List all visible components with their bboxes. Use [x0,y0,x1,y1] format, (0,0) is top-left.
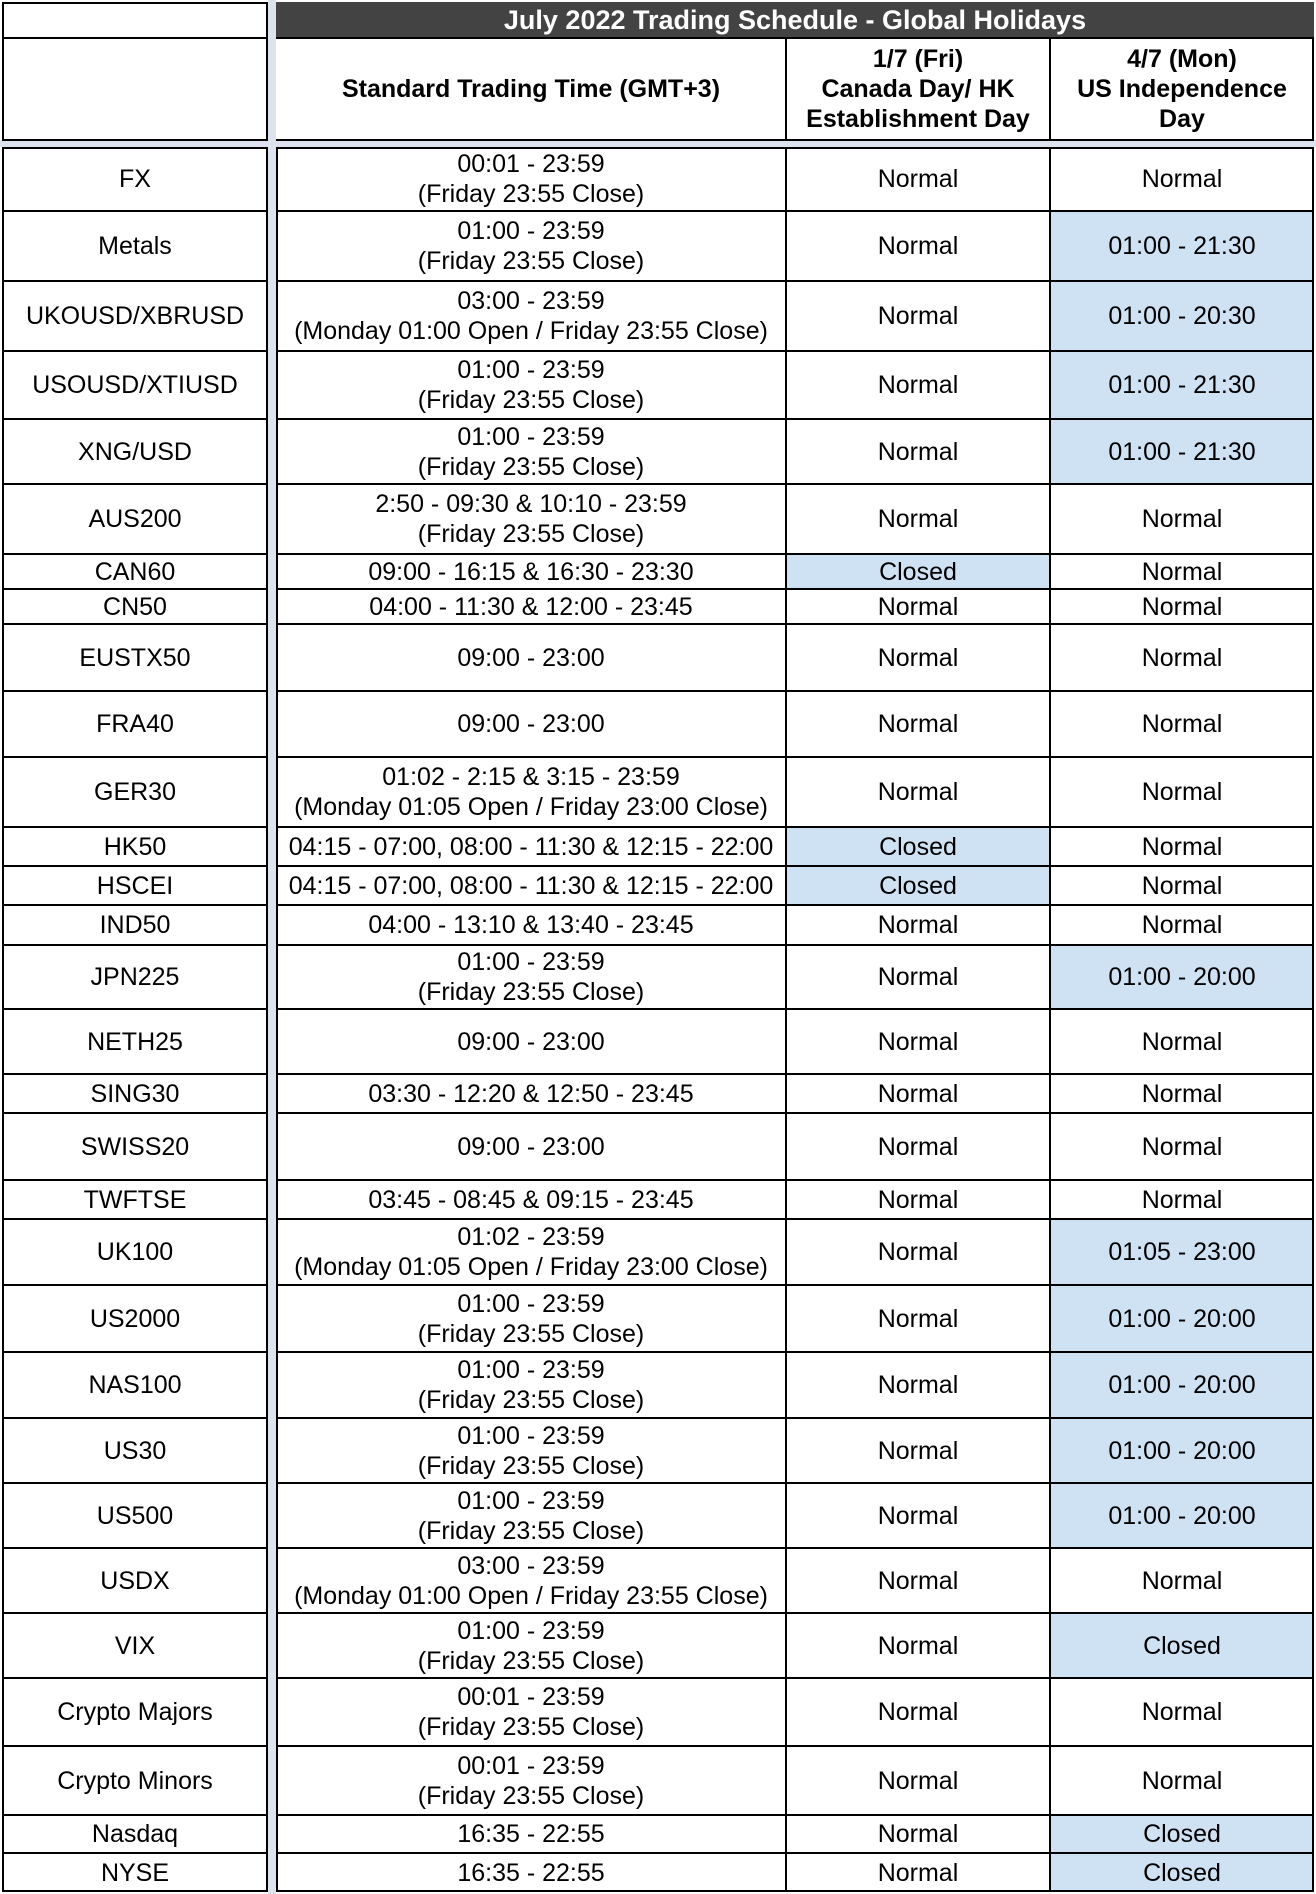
standard-time-cell: 01:00 - 23:59 (Friday 23:55 Close) [417,1289,645,1348]
instrument-cell: FRA40 [96,710,174,738]
instrument-cell: USDX [100,1566,170,1595]
grid-line [276,553,1314,555]
grid-line [276,904,1314,906]
grid-line [2,1351,268,1353]
day2-cell: Normal [1141,592,1223,621]
day1-cell: Normal [877,1766,959,1795]
day1-cell: Normal [877,1858,959,1887]
instrument-cell: NAS100 [88,1371,182,1399]
day1-cell: Normal [877,371,959,399]
grid-line [276,1351,1314,1353]
grid-line [276,147,1314,149]
grid-line [2,37,268,39]
grid-line [276,588,1314,590]
grid-line [2,623,268,625]
day2-cell: 01:00 - 20:00 [1050,1285,1314,1352]
grid-line [1312,38,1314,140]
grid-line [276,280,1314,282]
day2-cell: 01:00 - 20:00 [1050,945,1314,1009]
instrument-cell: Metals [98,232,172,260]
day2-cell: 01:00 - 21:30 [1050,419,1314,484]
grid-line [276,865,1314,867]
grid-line [2,1417,268,1419]
grid-line [276,690,1314,692]
standard-time-cell: 01:02 - 2:15 & 3:15 - 23:59 (Monday 01:05 Open / Friday 23:00 Close) [294,763,768,821]
grid-line [2,280,268,282]
day1-cell: Closed [786,866,1050,905]
grid-line [2,147,4,1892]
header-standard-time: Standard Trading Time (GMT+3) [341,75,721,103]
grid-line [276,1745,1314,1747]
instrument-cell: FX [119,165,151,193]
grid-line [276,1073,1314,1075]
instrument-cell: SWISS20 [80,1132,190,1161]
day2-cell: Normal [1141,557,1223,586]
grid-line [1049,38,1051,140]
day2-cell: 01:00 - 21:30 [1050,211,1314,281]
day2-cell: Normal [1141,1766,1223,1795]
day1-cell: Normal [877,1185,959,1214]
standard-time-cell: 03:00 - 23:59 (Monday 01:00 Open / Friday 23:55 Close) [294,1551,768,1610]
standard-time-cell: 01:00 - 23:59 (Friday 23:55 Close) [417,1486,645,1545]
grid-line [2,826,268,828]
grid-line [276,1482,1314,1484]
instrument-cell: AUS200 [88,505,182,533]
standard-time-cell: 01:00 - 23:59 (Friday 23:55 Close) [417,217,645,275]
grid-line [2,418,268,420]
day2-cell: 01:05 - 23:00 [1050,1219,1314,1285]
instrument-cell: Crypto Majors [57,1698,213,1726]
grid-line [2,1677,268,1679]
standard-time-cell: 16:35 - 22:55 [457,1820,605,1848]
grid-line [276,37,1314,39]
day1-cell: Normal [877,911,959,939]
grid-line [2,690,268,692]
grid-line [2,944,268,946]
standard-time-cell: 16:35 - 22:55 [457,1858,605,1887]
grid-line [2,350,268,352]
day1-cell: Normal [877,1238,959,1266]
grid-line [276,139,1314,141]
day1-cell: Normal [877,592,959,621]
standard-time-cell: 04:00 - 11:30 & 12:00 - 23:45 [369,592,693,621]
grid-line [276,1612,1314,1614]
grid-line [276,623,1314,625]
grid-line [276,1677,1314,1679]
standard-time-cell: 01:02 - 23:59 (Monday 01:05 Open / Friday 23:00 Close) [294,1223,768,1281]
table-title: July 2022 Trading Schedule - Global Holidays [276,2,1314,38]
day2-cell: Closed [1050,1853,1314,1892]
day2-cell: Closed [1050,1613,1314,1678]
day2-cell: 01:00 - 20:30 [1050,281,1314,351]
grid-line [2,1284,268,1286]
day1-cell: Normal [877,1027,959,1056]
standard-time-cell: 03:30 - 12:20 & 12:50 - 23:45 [368,1079,694,1108]
grid-line [2,1008,268,1010]
day1-cell: Normal [877,710,959,738]
grid-line [2,1547,268,1549]
day2-cell: Normal [1141,1027,1223,1056]
standard-time-cell: 09:00 - 23:00 [457,643,605,672]
standard-time-cell: 04:15 - 07:00, 08:00 - 11:30 & 12:15 - 22:00 [288,871,774,900]
day1-cell: Normal [877,165,959,193]
standard-time-cell: 09:00 - 23:00 [457,1027,605,1056]
grid-line [2,865,268,867]
grid-line [276,944,1314,946]
standard-time-cell: 01:00 - 23:59 (Friday 23:55 Close) [417,422,645,481]
day1-cell: Normal [877,1304,959,1333]
instrument-cell: GER30 [94,778,176,806]
day2-cell: Normal [1141,911,1223,939]
day1-cell: Normal [877,643,959,672]
standard-time-cell: 04:00 - 13:10 & 13:40 - 23:45 [368,911,694,939]
instrument-cell: UKOUSD/XBRUSD [25,302,245,330]
instrument-cell: Crypto Minors [57,1766,213,1795]
day1-cell: Normal [877,1436,959,1465]
grid-line [276,1112,1314,1114]
grid-line [2,1852,268,1854]
grid-line [276,350,1314,352]
grid-line [2,904,268,906]
standard-time-cell: 09:00 - 23:00 [457,710,605,738]
instrument-cell: JPN225 [90,963,180,991]
grid-line [785,38,787,140]
grid-line [276,1179,1314,1181]
day2-cell: Normal [1141,165,1223,193]
day1-cell: Normal [877,505,959,533]
day1-cell: Normal [877,1132,959,1161]
standard-time-cell: 00:01 - 23:59 (Friday 23:55 Close) [417,1683,645,1741]
standard-time-cell: 01:00 - 23:59 (Friday 23:55 Close) [417,948,645,1006]
instrument-cell: NYSE [100,1858,170,1887]
grid-line [1049,147,1051,1892]
grid-line [276,1218,1314,1220]
standard-time-cell: 09:00 - 23:00 [457,1132,605,1161]
header-day2: 4/7 (Mon) US Independence Day [1077,45,1287,133]
instrument-cell: NETH25 [87,1027,183,1056]
standard-time-cell: 01:00 - 23:59 (Friday 23:55 Close) [417,1356,645,1414]
instrument-cell: XNG/USD [78,437,192,466]
grid-line [2,2,4,140]
instrument-cell: TWFTSE [83,1185,187,1214]
instrument-cell: SING30 [90,1079,180,1108]
day1-cell: Normal [877,778,959,806]
day1-cell: Normal [877,1820,959,1848]
standard-time-cell: 01:00 - 23:59 (Friday 23:55 Close) [417,1616,645,1675]
grid-line [276,1008,1314,1010]
grid-line [2,147,268,149]
grid-line [276,147,278,1892]
column-gap [268,0,276,1894]
day1-cell: Normal [877,1698,959,1726]
grid-line [2,1482,268,1484]
standard-time-cell: 09:00 - 16:15 & 16:30 - 23:30 [368,557,694,586]
day2-cell: 01:00 - 20:00 [1050,1352,1314,1418]
instrument-cell: CAN60 [94,557,176,586]
grid-line [2,1890,268,1892]
instrument-cell: USOUSD/XTIUSD [32,371,238,399]
grid-line [2,756,268,758]
standard-time-cell: 01:00 - 23:59 (Friday 23:55 Close) [417,356,645,414]
day2-cell: Normal [1141,505,1223,533]
instrument-cell: HK50 [103,832,167,861]
day1-cell: Normal [877,437,959,466]
day2-cell: Closed [1050,1815,1314,1853]
instrument-cell: IND50 [99,911,171,939]
header-instrument-blank [2,38,268,140]
grid-line [2,1814,268,1816]
day1-cell: Normal [877,1566,959,1595]
day2-cell: 01:00 - 20:00 [1050,1418,1314,1483]
grid-line [276,826,1314,828]
instrument-cell: US500 [96,1501,174,1530]
grid-line [276,1547,1314,1549]
instrument-cell: VIX [114,1631,156,1660]
standard-time-cell: 04:15 - 07:00, 08:00 - 11:30 & 12:15 - 22:00 [288,832,774,861]
day2-cell: 01:00 - 21:30 [1050,351,1314,419]
grid-line [2,1179,268,1181]
grid-line [266,2,268,140]
day1-cell: Normal [877,302,959,330]
grid-line [785,147,787,1892]
day2-cell: Normal [1141,710,1223,738]
grid-line [266,147,268,1892]
grid-line [2,1612,268,1614]
standard-time-cell: 01:00 - 23:59 (Friday 23:55 Close) [417,1421,645,1480]
day2-cell: Normal [1141,1698,1223,1726]
day2-cell: Normal [1141,871,1223,900]
day1-cell: Normal [877,1079,959,1108]
instrument-cell: UK100 [96,1238,174,1266]
day2-cell: Normal [1141,1185,1223,1214]
instrument-cell: HSCEI [96,871,174,900]
header-day1: 1/7 (Fri) Canada Day/ HK Establishment Day [806,45,1030,133]
grid-line [276,1852,1314,1854]
instrument-cell: EUSTX50 [79,643,191,672]
instrument-cell: US30 [103,1436,167,1465]
standard-time-cell: 00:01 - 23:59 (Friday 23:55 Close) [417,150,645,208]
grid-line [276,1814,1314,1816]
day1-cell: Closed [786,554,1050,589]
grid-line [2,483,268,485]
grid-line [276,756,1314,758]
instrument-cell: CN50 [103,592,167,621]
grid-line [276,1284,1314,1286]
instrument-cell: US2000 [89,1304,181,1333]
day2-cell: Normal [1141,778,1223,806]
day1-cell: Normal [877,232,959,260]
grid-line [276,210,1314,212]
standard-time-cell: 2:50 - 09:30 & 10:10 - 23:59 (Friday 23:55 Close) [375,490,687,548]
standard-time-cell: 00:01 - 23:59 (Friday 23:55 Close) [417,1751,645,1810]
grid-line [2,210,268,212]
day1-cell: Normal [877,963,959,991]
grid-line [2,1745,268,1747]
standard-time-cell: 03:00 - 23:59 (Monday 01:00 Open / Friday 23:55 Close) [294,287,768,345]
grid-line [2,1073,268,1075]
day2-cell: Normal [1141,1079,1223,1108]
standard-time-cell: 03:45 - 08:45 & 09:15 - 23:45 [368,1185,694,1214]
day1-cell: Normal [877,1501,959,1530]
grid-line [276,418,1314,420]
header-separator [0,140,1316,147]
grid-line [2,139,268,141]
grid-line [1312,147,1314,1892]
grid-line [2,2,268,4]
grid-line [2,553,268,555]
grid-line [276,1417,1314,1419]
grid-line [2,1112,268,1114]
day2-cell: 01:00 - 20:00 [1050,1483,1314,1548]
day1-cell: Normal [877,1371,959,1399]
day2-cell: Normal [1141,1566,1223,1595]
day2-cell: Normal [1141,643,1223,672]
day1-cell: Closed [786,827,1050,866]
grid-line [276,483,1314,485]
day2-cell: Normal [1141,832,1223,861]
grid-line [276,1890,1314,1892]
day1-cell: Normal [877,1631,959,1660]
day2-cell: Normal [1141,1132,1223,1161]
instrument-cell: Nasdaq [91,1820,179,1848]
grid-line [2,1218,268,1220]
grid-line [2,588,268,590]
